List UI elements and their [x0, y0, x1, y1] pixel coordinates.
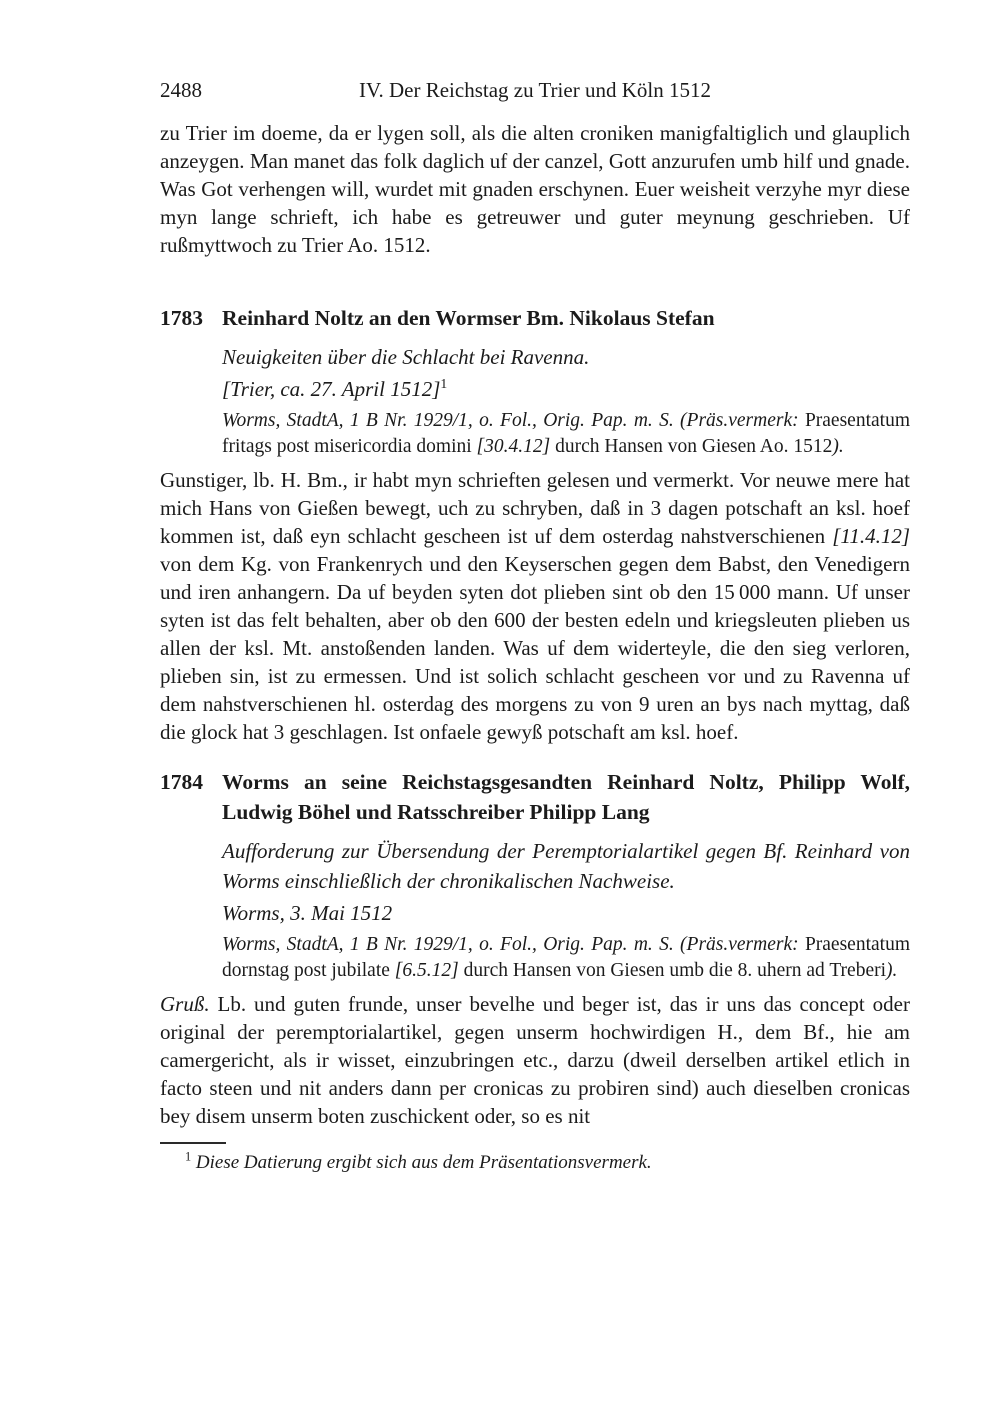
page-header — [160, 78, 910, 102]
entry-1784-summary: Aufforderung zur Übersendung der Peremptorialartikel gegen Bf. Reinhard von Worms einschließlich der chronikalischen Nachweise. — [222, 839, 910, 893]
continuation-paragraph: zu Trier im doeme, da er lygen soll, als die alten croniken manigfaltiglich und glauplich anzeygen. Man manet das folk daglich uf der canzel, Gott anzurufen umb hilf und gnade. Was Got verhengen will, wurdet mit gnaden erschynen. Euer weisheit verzyhe myr diese myn lange schrieft, ich habe es getreuwer und guter meynung geschrieben. Uf rußmyttwoch zu Trier Ao. 1512. — [160, 121, 910, 257]
footnote-1-text: Diese Datierung ergibt sich aus dem Präsentationsvermerk. — [195, 1152, 652, 1173]
footnote-reference: 1 — [440, 376, 448, 391]
entry-1784-dateline: Worms, 3. Mai 1512 — [222, 901, 393, 925]
entry-1783-dateline — [222, 375, 910, 403]
entry-1783-provenance: Worms, StadtA, 1 B Nr. 1929/1, o. Fol., Orig. Pap. m. S. (Präs.vermerk: Praesentatum fritags post misericordia domini [30.4.12] durch Hansen von Giesen Ao. 1512). — [222, 410, 910, 457]
entry-1783-content — [222, 303, 910, 466]
footnote-rule — [160, 1142, 226, 1144]
page-number: 2488 — [160, 78, 202, 102]
entry-1783-number: 1783 — [160, 306, 203, 330]
entry-1784-body: Gruß. Lb. und guten frunde, unser bevelhe und beger ist, das ir uns das concept oder original der peremptorialartikel, gegen unserm hochwirdigen H., dem Bf., hie am camergericht, als ir wisset, einzubringen etc., darzu (dweil derselben artikel etlich in facto steen und nit anders dann per cronicas zu probiren sind) auch dieselben cronicas bey disem unserm boten zuschickent oder, so es nit — [160, 992, 910, 1128]
entry-1783-body: Gunstiger, lb. H. Bm., ir habt myn schrieften gelesen und vermerkt. Vor neuwe mere hat mich Hans von Gießen bewegt, uch zu schryben, daß in 3 dagen potschaft an ksl. hoef kommen ist, daß eyn schlacht gescheen ist uf dem osterdag nahstverschienen [11.4.12] von dem Kg. von Frankenrych und den Keyserschen gegen dem Babst, den Venedigern und iren anhangern. Da uf beyden syten dot plieben sint ob den 15 000 mann. Uf unser syten ist das felt behalten, aber ob den 600 der besten edeln und kriegsleuten plieben us allen der ksl. Mt. anstoßenden landen. Was uf dem widerteyle, die den sieg verloren, plieben sin, ist zu ermessen. Und ist solich schlacht gescheen vor und zu Ravenna uf dem nahstverschienen hl. osterdag des morgens zu von 9 uren an bys nach myttag, daß die glock hat 3 geschlagen. Ist onfaele gewyß potschaft am ksl. hoef. — [160, 468, 910, 744]
entry-1783-title: Reinhard Noltz an den Wormser Bm. Nikolaus Stefan — [222, 306, 715, 330]
footnote-area — [160, 1142, 910, 1176]
entry-1784-title: Worms an seine Reichstagsgesandten Reinhard Noltz, Philipp Wolf, Ludwig Böhel und Ratsschreiber Philipp Lang — [222, 770, 910, 824]
entry-1783-dateline-text: [Trier, ca. 27. April 1512] — [222, 377, 441, 401]
entry-1784 — [160, 767, 910, 990]
entry-1784-number: 1784 — [160, 770, 203, 794]
entry-1783-summary: Neuigkeiten über die Schlacht bei Ravenna. — [222, 345, 590, 369]
footnote-1 — [160, 1150, 910, 1176]
running-title: IV. Der Reichstag zu Trier und Köln 1512 — [359, 78, 711, 102]
entry-1784-provenance: Worms, StadtA, 1 B Nr. 1929/1, o. Fol., Orig. Pap. m. S. (Präs.vermerk: Praesentatum dornstag post jubilate [6.5.12] durch Hansen von Giesen umb die 8. uhern ad Treberi). — [222, 934, 910, 981]
entry-1783 — [160, 303, 910, 466]
footnote-1-marker: 1 — [185, 1149, 192, 1164]
entry-1784-content — [222, 767, 910, 990]
